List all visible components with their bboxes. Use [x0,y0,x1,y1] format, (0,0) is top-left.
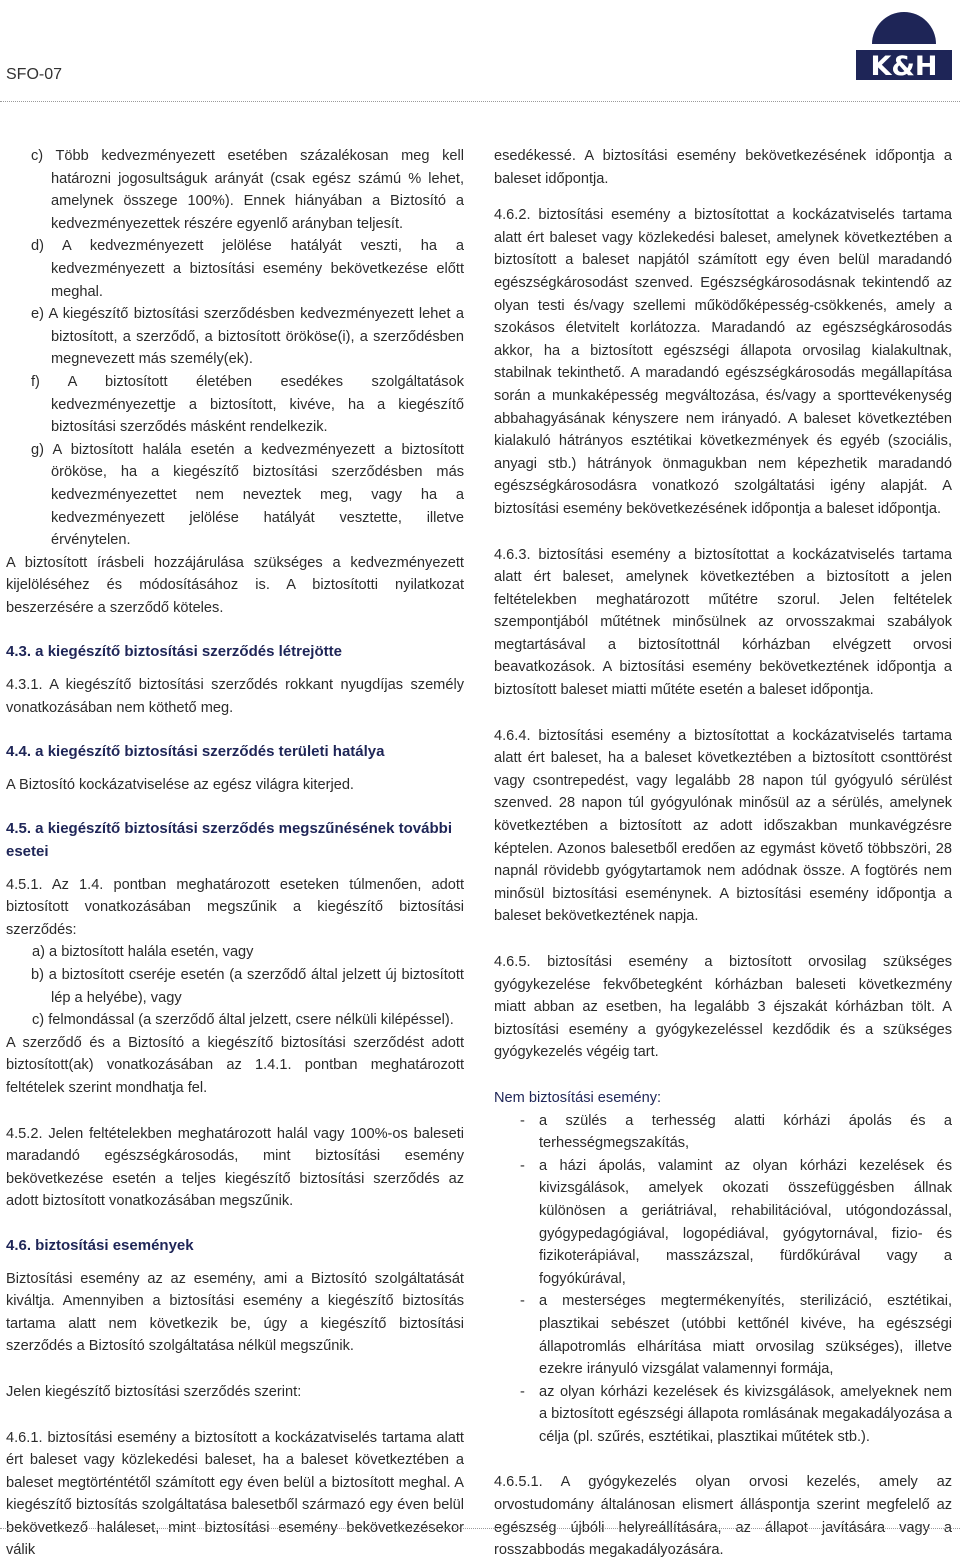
exclusion-text: a szülés a terhesség alatti kórházi ápolás és a terhességmegszakítás, [539,1113,952,1152]
exclusion-item [494,1381,952,1449]
paragraph-4-6-intro: Jelen kiegészítő biztosítási szerződés szerint: [6,1381,464,1404]
heading-4-3: 4.3. a kiegészítő biztosítási szerződés létrejötte [6,641,464,664]
clause-g: g) A biztosított halála esetén a kedvezményezett a biztosított örököse, ha a kiegészítő biztosítási szerződésben más kedvezményezettet nem neveztek meg, vagy ha a kedvezményezett jelölése hatályát vesztette, illetve érvénytelen. [6,439,464,552]
paragraph-4-6-5-1: 4.6.5.1. A gyógykezelés olyan orvosi kezelés, amely az orvostudomány általánosan elismert álláspontja szerint megfelelő az egészség újbóli helyreállítására, az állapot javítására vagy a rosszabbodás megakadályozására. [494,1471,952,1561]
paragraph-4-6: Biztosítási esemény az az esemény, ami a Biztosító szolgáltatását kiváltja. Amennyiben a biztosítási esemény a kiegészítő biztosítás tartama alatt nem következik be, úgy a kiegészítő biztosítási szerződés a Biztosító szolgáltatása nélkül megszűnik. [6,1268,464,1358]
paragraph-4-4: A Biztosító kockázatviselése az egész világra kiterjed. [6,774,464,797]
clause-e: e) A kiegészítő biztosítási szerződésben kedvezményezett lehet a biztosított, a szerződő, a biztosított örököse(i), a szerződésben megnevezett más személy(ek). [6,303,464,371]
paragraph-4-5-1-end: A szerződő és a Biztosító a kiegészítő biztosítási szerződést adott biztosított(ak) vonatkozásában az 1.4.1. pontban meghatározott feltételek szerint mondhatja fel. [6,1032,464,1100]
heading-4-6: 4.6. biztosítási események [6,1235,464,1258]
paragraph-4-5-2: 4.5.2. Jelen feltételekben meghatározott halál vagy 100%-os baleseti maradandó egészségkárosodás, mint biztosítási esemény bekövetkezése esetén a teljes kiegészítő biztosítási szerződés az adott biztosított vonatkozásában megszűnik. [6,1123,464,1213]
kh-bank-logo [852,2,956,82]
list-item-b: b) a biztosított cseréje esetén (a szerződő által jelzett új biztosított lép a helyébe), vagy [6,964,464,1009]
clause-f: f) A biztosított életében esedékes szolgáltatások kedvezményezettje a biztosított, kivéve, ha a kiegészítő biztosítási szerződés másként rendelkezik. [6,371,464,439]
exclusion-item [494,1290,952,1380]
paragraph-4-3-1: 4.3.1. A kiegészítő biztosítási szerződés rokkant nyugdíjas személy vonatkozásában nem köthető meg. [6,674,464,719]
paragraph-4-6-4: 4.6.4. biztosítási esemény a biztosítottat a kockázatviselés tartama alatt ért baleset, ha a baleset következtében a biztosított csonttörést vagy csontrepedést, vagy legalább 28 napon túl gyógyuló sérülést szenved. 28 napon túl gyógyulónak minősül az a sérülés, amelynek következtében a biztosított az adott időszakban munkavégzésre képtelen. Azonos balesetből eredően az egymást követő többszöri, 28 napnál rövidebb gyógytartamok nem adódnak össze. A fogtörés nem minősül biztosítási eseménynek. A biztosítási esemény időpontja a baleset bekövetkeztének napja. [494,725,952,928]
dash-bullet: - [520,1155,525,1178]
left-column [6,145,464,1562]
paragraph-4-6-2: 4.6.2. biztosítási esemény a biztosítottat a kockázatviselés tartama alatt ért baleset vagy közlekedési baleset, amelynek következtében a biztosított a baleset napjától számított egy éven belül maradandó egészségkárosodást szenved. Egészségkárosodásnak tekintendő az olyan testi és/vagy szellemi működőképesség-csökkenés, amely a szokásos életvitelt korlátozza. Maradandó az egészségkárosodás akkor, ha a biztosított egészségi állapota orvosilag kialakultnak, stabilnak tekinthető. A maradandó egészségkárosodás megállapítása során a munkaképesség megváltozása, és/vagy a sporttevékenység abbahagyásának kényszere nem irányadó. A baleset következtében kialakuló hátrányos esztétikai következmények és egyéb (szociális, anyagi stb.) hátrányok önmagukban nem képezhetik maradandó egészségkárosodásra vonatkozó szolgáltatási igény alapját. A biztosítási esemény bekövetkezésének időpontja a baleset időpontja. [494,204,952,520]
clause-c: c) Több kedvezményezett esetében százalékosan meg kell határozni jogosultságuk arányát (csak egész számú % lehet, amelynek összege 100%). Ennek hiányában a Biztosító a kedvezményezettek részére egyenlő arányban teljesít. [6,145,464,235]
page-header [0,0,960,100]
list-item-a: a) a biztosított halála esetén, vagy [6,941,464,964]
dash-bullet: - [520,1290,525,1313]
consent-paragraph: A biztosított írásbeli hozzájárulása szükséges a kedvezményezett kijelöléséhez és módosításához is. A biztosítotti nyilatkozat beszerzésére a szerződő köteles. [6,552,464,620]
not-insured-event-heading: Nem biztosítási esemény: [494,1087,952,1110]
exclusion-text: a házi ápolás, valamint az olyan kórházi kezelések és kivizsgálások, amelyek okozati összefüggésben állnak különösen a geriátriával, rehabilitációval, utógondozással, gyógypedagógiával, logopédiával, gyógytornával, fizio- és fizikoterápiával, masszázszal, fürdőkúrával vagy a fogyókúrával, [539,1158,952,1287]
header-divider [0,101,960,102]
heading-4-5: 4.5. a kiegészítő biztosítási szerződés megszűnésének további esetei [6,818,464,863]
paragraph-4-6-3: 4.6.3. biztosítási esemény a biztosítottat a kockázatviselés tartama alatt ért baleset, amelynek következtében a biztosított a jelen feltételekben meghatározott műtétre szorul. Jelen feltételek szempontjából műtétnek minősülnek az orvosszakmai szabályok megtartásával a biztosítottnál kórházban elvégzett orvosi beavatkozások. A biztosítási esemény bekövetkeztének időpontja a biztosított baleset miatti műtéte esetén a baleset időpontja. [494,544,952,702]
exclusion-item [494,1110,952,1155]
footer-divider [0,1528,960,1529]
paragraph-4-5-1: 4.5.1. Az 1.4. pontban meghatározott eseteken túlmenően, adott biztosított vonatkozásában megszűnik a kiegészítő biztosítási szerződés: [6,874,464,942]
heading-4-4: 4.4. a kiegészítő biztosítási szerződés területi hatálya [6,741,464,764]
paragraph-4-6-1: 4.6.1. biztosítási esemény a biztosított a kockázatviselés tartama alatt ért baleset vagy közlekedési baleset, ha a baleset következtében a baleset megtörténtétől számított egy éven belül a biztosított meghal. A kiegészítő biztosítás szolgáltatása balesetből származó egy éven belül bekövetkező haláleset, mint biztosítási esemény bekövetkezésekor válik [6,1427,464,1562]
dash-bullet: - [520,1381,525,1404]
paragraph-4-6-5: 4.6.5. biztosítási esemény a biztosított orvosilag szükséges gyógykezelése fekvőbetegként kórházban baleseti következmény miatt abban az esetben, ha legalább 3 éjszakát kórházban tölt. A biztosítási esemény a gyógykezeléssel kezdődik és a szükséges gyógykezelés végéig tart. [494,951,952,1064]
exclusion-text: az olyan kórházi kezelések és kivizsgálások, amelyeknek nem a biztosított egészségi állapota romlásának megakadályozása a célja (pl. szűrés, esztétikai, plasztikai műtétek stb.). [539,1384,952,1445]
dash-bullet: - [520,1110,525,1133]
right-column [494,145,952,1562]
exclusion-text: a mesterséges megtermékenyítés, sterilizáció, esztétikai, plasztikai sebészet (utóbbi kettőnél kivéve, ha egészségi állapotromlás elhárítása miatt orvosilag szükséges), illetve ezekre irányuló vizsgálat valamennyi formája, [539,1293,952,1377]
exclusion-item [494,1155,952,1291]
clause-d: d) A kedvezményezett jelölése hatályát veszti, ha a kedvezményezett a biztosítási esemény bekövetkezése előtt meghal. [6,235,464,303]
list-item-c: c) felmondással (a szerződő által jelzett, csere nélküli kilépéssel). [6,1009,464,1032]
paragraph-continuation: esedékessé. A biztosítási esemény bekövetkezésének időpontja a baleset időpontja. [494,145,952,190]
document-code: SFO-07 [6,66,62,84]
logo-lettering: K&H [870,51,937,82]
